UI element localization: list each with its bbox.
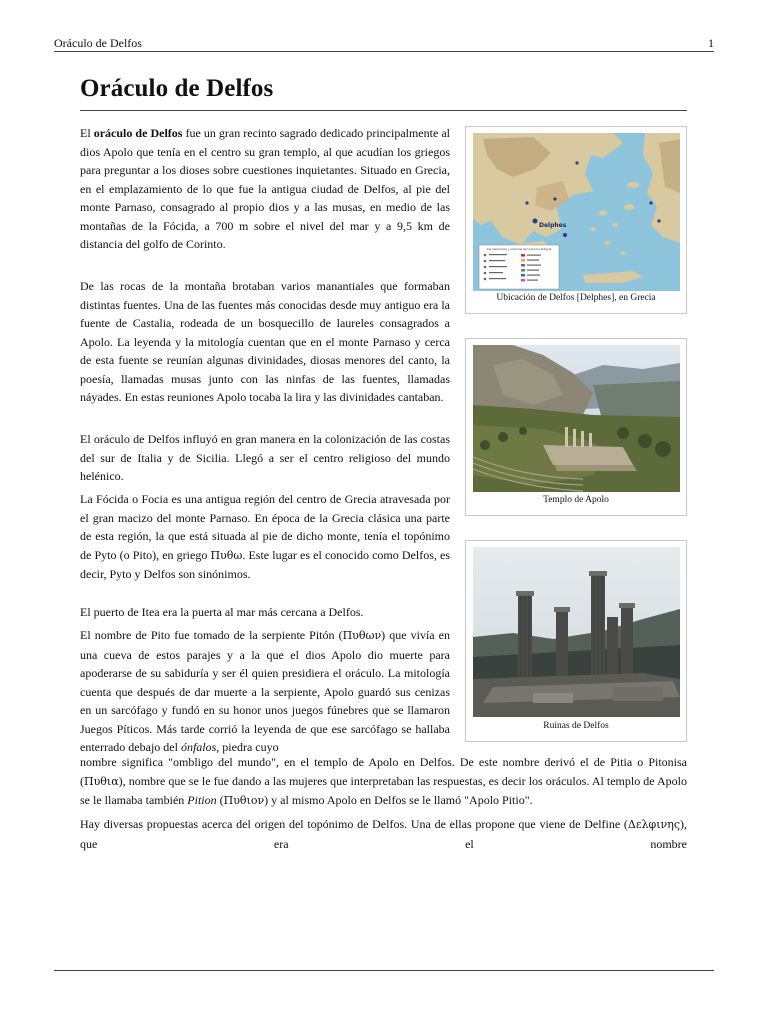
piton-italic-onfalos: ónfalos bbox=[180, 740, 217, 754]
figure-temple-caption: Templo de Apolo bbox=[543, 495, 609, 505]
piton-text-f: ( bbox=[216, 793, 224, 807]
piton-greek-2: Πυθια bbox=[84, 774, 119, 788]
paragraph-port: El puerto de Itea era la puerta al mar más cercana a Delfos. bbox=[80, 605, 364, 619]
piton-text-g: ) y al mismo Apolo en Delfos se le llamó "Apolo Pitio". bbox=[264, 793, 533, 807]
figure-temple bbox=[465, 338, 687, 516]
paragraph-intro bbox=[80, 124, 450, 254]
paragraph-etymology bbox=[80, 815, 687, 853]
piton-greek-3: Πυθιον bbox=[223, 794, 265, 807]
intro-bold-term: oráculo de Delfos bbox=[93, 126, 183, 140]
intro-body: fue un gran recinto sagrado dedicado principalmente al dios Apolo que tenía en el centro su gran templo, al que acudían los griegos para preguntar a los dioses sobre cuestiones inquietantes. Situado en Grecia, en el emplazamiento de lo que fue la antigua ciudad de Delfos, al pie del monte Parnaso, consagrado al propio dios y a las musas, en medio de las montañas de la Fócida, a 700 m sobre el nivel del mar y a 9,5 km de distancia del golfo de Corinto. bbox=[80, 126, 450, 251]
etymology-text-b: ), que era el nombre bbox=[80, 817, 687, 851]
piton-text-a: El nombre de Pito fue tomado de la serpiente Pitón ( bbox=[80, 628, 343, 642]
figure-map bbox=[465, 126, 687, 314]
focida-text-a: La Fócida o Focia es una antigua región del centro de Grecia atravesada por el gran macizo del monte Parnaso. En época de la Grecia clásica una parte de esta región, la que está situada al pie de dicho monte, tenía el topónimo de Pyto (o Pito), en griego bbox=[80, 492, 450, 562]
focida-text-b: . Este lugar es el conocido como Delfos, es decir, Pyto y Delfos son sinónimos. bbox=[80, 547, 450, 581]
piton-greek-1: Πυθων bbox=[342, 629, 382, 642]
map-label-delphes: Delphes bbox=[539, 222, 567, 229]
etymology-greek: Δελφινης bbox=[627, 818, 680, 831]
paragraph-focida bbox=[80, 490, 450, 584]
ruins-photo bbox=[473, 547, 680, 717]
piton-text-e: ), nombre que se le fue dando a las mujeres que interpretaban las respuestas, es decir los oráculos. Al templo de Apolo se le llamaba también bbox=[80, 773, 687, 807]
greece-map-image bbox=[473, 133, 680, 291]
page-number: 1 bbox=[708, 36, 714, 50]
piton-italic-pition: Pition bbox=[187, 793, 217, 807]
figure-ruins-caption: Ruinas de Delfos bbox=[543, 721, 609, 731]
figure-map-caption: Ubicación de Delfos [Delphes], en Grecia bbox=[496, 293, 656, 303]
etymology-text-a: Hay diversas propuestas acerca del origen del topónimo de Delfos. Una de ellas propone que viene de Delfine ( bbox=[80, 817, 628, 831]
paragraph-springs: De las rocas de la montaña brotaban varios manantiales que formaban distintas fuentes. Una de las fuentes más conocidas desde muy antiguo era la fuente de Castalia, rodeada de un bosquecillo de laureles consagrados a Apolo. La leyenda y la mitología cuentan que en el monte Parnaso y cerca de esta fuente se reunían algunas divinidades, diosas menores del canto, la poesía, llamadas musas junto con las ninfas de las fuentes, llamadas náyades. En estas reuniones Apolo tocaba la lira y las divinidades cantaban. bbox=[80, 279, 450, 404]
running-header bbox=[54, 36, 714, 52]
map-legend-title: Los santuarios y oráculos de la Grecia antigua bbox=[486, 247, 552, 251]
temple-photo bbox=[473, 345, 680, 492]
title-rule bbox=[80, 110, 687, 111]
paragraph-piton-continued bbox=[80, 753, 687, 811]
paragraph-colonization: El oráculo de Delfos influyó en gran manera en la colonización de las costas del sur de Italia y de Sicilia. Llegó a ser el centro religioso del mundo helénico. bbox=[80, 432, 450, 483]
paragraph-piton bbox=[80, 626, 450, 757]
running-header-title: Oráculo de Delfos bbox=[54, 36, 142, 50]
figure-ruins bbox=[465, 540, 687, 742]
piton-text-d: nombre significa "ombligo del mundo", en el templo de Apolo en Delfos. De este nombre derivó el de Pitia o Pitonisa ( bbox=[80, 755, 687, 788]
footer-rule bbox=[54, 970, 714, 971]
piton-text-c: , piedra cuyo bbox=[216, 740, 279, 754]
focida-greek: Πυθω bbox=[210, 548, 243, 562]
header-rule bbox=[54, 51, 714, 52]
intro-lead: El bbox=[80, 126, 94, 140]
page-title: Oráculo de Delfos bbox=[80, 75, 274, 102]
piton-text-b: ) que vivía en una cueva de estos parajes y a la que el dios Apolo dio muerte para apoderarse de su sabiduría y ser él quien presidiera el oráculo. La mitología cuenta que después de dar muerte a la serpiente, Apolo guardó sus cenizas en un sarcófago y fundó en su honor unos juegos fúnebres que se llamaron Juegos Píticos. Más tarde corrió la leyenda de que ese sarcófago se hallaba enterrado debajo del bbox=[80, 628, 450, 754]
